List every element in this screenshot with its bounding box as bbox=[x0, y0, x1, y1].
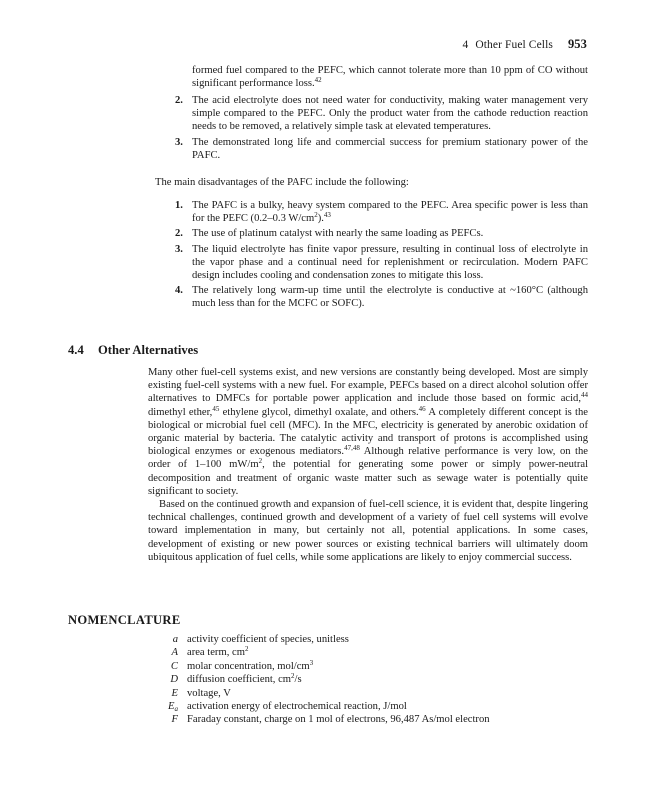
reference-marker: 42 bbox=[314, 76, 322, 85]
symbol bbox=[160, 700, 178, 713]
subscript: a bbox=[174, 704, 178, 713]
superscript: 3 bbox=[309, 658, 314, 667]
superscript: 2 bbox=[314, 211, 318, 220]
list-item bbox=[175, 284, 588, 310]
reference-marker: 44 bbox=[581, 391, 588, 400]
list-item-text: The acid electrolyte does not need water for conductivity, making water management very simple compared to the PEFC. Only the product water from the cathode reduction reaction needs to be removed, a relatively simple task at elevated temperatures. bbox=[192, 95, 588, 133]
nomenclature-entry bbox=[160, 660, 590, 673]
advantage-1-continuation bbox=[192, 64, 588, 90]
definition: activation energy of electrochemical reaction, J/mol bbox=[187, 700, 407, 712]
disadvantages-list bbox=[175, 199, 588, 313]
definition-text: diffusion coefficient, cm bbox=[187, 674, 292, 686]
section-heading bbox=[68, 343, 198, 358]
list-item bbox=[175, 94, 588, 134]
paragraph: Based on the continued growth and expansion of fuel-cell science, it is evident that, despite lingering technical challenges, continued growth and development of a variety of fuel cell systems will evolve toward implementation in many, but certainly not all, potential applications. In some cases, development of existing or new power sources or existing technical barriers will ultimately doom ubiquitous application of fuel cells, while some applications are likely to enjoy commercial success. bbox=[148, 499, 588, 563]
list-item bbox=[175, 227, 588, 240]
advantages-list bbox=[175, 94, 588, 164]
definition bbox=[187, 646, 248, 659]
definition: Faraday constant, charge on 1 mol of electrons, 96,487 As/mol electron bbox=[187, 714, 490, 726]
definition: voltage, V bbox=[187, 687, 231, 699]
text-run: dimethyl ether, bbox=[148, 406, 213, 418]
text-run: Although relative performance is very low, on the order of 1–100 mW/m bbox=[148, 446, 589, 471]
symbol: A bbox=[171, 647, 178, 659]
disadvantages-intro: The main disadvantages of the PAFC include the following: bbox=[155, 177, 409, 188]
nomenclature-entry bbox=[160, 633, 590, 646]
list-item-text: The use of platinum catalyst with nearly the same loading as PEFCs. bbox=[192, 228, 484, 240]
text-run: Many other fuel-cell systems exist, and new versions are constantly being developed. Most are simply existing fuel-cell systems with a new fuel. For example, PEFCs based on a direct alcohol solution offer alternatives to DMFCs for portable power application and include those based on formic acid, bbox=[148, 367, 588, 405]
list-item-text: The liquid electrolyte has finite vapor pressure, resulting in continual loss of electrolyte in the vapor phase and a continual need for replenishment or recirculation. Modern PAFC design includes cooling and condensation zones to mitigate this loss. bbox=[192, 243, 588, 282]
section-number: 4.4 bbox=[68, 343, 84, 357]
text-run: A completely different concept is the biological or microbial fuel cell (MFC). In the MFC, electricity is generated by anerobic oxidation of organic material by bacteria. The catalytic activity and transport of protons is accomplished using biological enzymes or exogenous mediators. bbox=[148, 406, 588, 458]
list-item-number: 3. bbox=[175, 136, 183, 148]
reference-marker: 47,48 bbox=[344, 444, 360, 453]
symbol: a bbox=[172, 634, 178, 645]
paragraph bbox=[148, 366, 588, 498]
nomenclature-entry bbox=[160, 713, 590, 726]
nomenclature-entry bbox=[160, 673, 590, 686]
definition-text: area term, cm bbox=[187, 647, 245, 659]
list-item-number: 1. bbox=[175, 200, 183, 211]
list-item-number: 2. bbox=[175, 228, 183, 240]
continuation-text: formed fuel compared to the PEFC, which cannot tolerate more than 10 ppm of CO without significant performance loss. bbox=[192, 65, 588, 90]
list-item-number: 4. bbox=[175, 285, 183, 297]
nomenclature-entry bbox=[160, 700, 590, 713]
symbol: D bbox=[170, 674, 178, 686]
definition-text: /s bbox=[294, 674, 302, 686]
nomenclature-entry bbox=[160, 687, 590, 700]
definition bbox=[187, 660, 313, 673]
list-item bbox=[175, 199, 588, 225]
definition bbox=[187, 673, 302, 686]
symbol: E bbox=[171, 687, 178, 699]
section-body bbox=[148, 366, 588, 564]
list-item-text-end: ). bbox=[317, 213, 324, 225]
text-run: , the potential for generating some power or simply power-neutral decomposition and treatment of organic waste matter such as sewage water is potentially quite significant to society. bbox=[148, 459, 589, 497]
list-item-text: The PAFC is a bulky, heavy system compared to the PEFC. Area specific power is less than for the PEFC (0.2–0.3 W/cm bbox=[192, 200, 588, 225]
list-item-text: The demonstrated long life and commercial success for premium stationary power of the PAFC. bbox=[192, 136, 588, 161]
page-number: 953 bbox=[567, 37, 587, 51]
running-header bbox=[462, 37, 587, 52]
nomenclature-list bbox=[160, 633, 590, 727]
definition-text: molar concentration, mol/cm bbox=[187, 660, 310, 672]
symbol: C bbox=[170, 660, 178, 672]
list-item-number: 3. bbox=[175, 243, 183, 255]
list-item-text: The relatively long warm-up time until the electrolyte is conductive at ~160°C (although much less than for the MCFC or SOFC). bbox=[192, 285, 588, 310]
list-item bbox=[175, 136, 588, 162]
superscript: 2 bbox=[291, 672, 295, 681]
reference-marker: 46 bbox=[418, 404, 426, 413]
text-run: ethylene glycol, dimethyl oxalate, and others. bbox=[219, 406, 419, 418]
section-title: Other Alternatives bbox=[98, 343, 199, 357]
nomenclature-entry bbox=[160, 646, 590, 659]
list-item bbox=[175, 243, 588, 283]
superscript: 2 bbox=[244, 645, 249, 654]
reference-marker: 45 bbox=[212, 404, 220, 413]
chapter-title: Other Fuel Cells bbox=[475, 39, 553, 51]
superscript: 2 bbox=[258, 457, 263, 466]
list-item-number: 2. bbox=[175, 95, 183, 106]
definition: activity coefficient of species, unitless bbox=[187, 634, 349, 645]
chapter-number: 4 bbox=[462, 39, 469, 51]
symbol-base: E bbox=[168, 700, 175, 712]
nomenclature-heading: NOMENCLATURE bbox=[68, 613, 181, 627]
symbol: F bbox=[171, 714, 178, 726]
reference-marker: 43 bbox=[323, 211, 331, 220]
